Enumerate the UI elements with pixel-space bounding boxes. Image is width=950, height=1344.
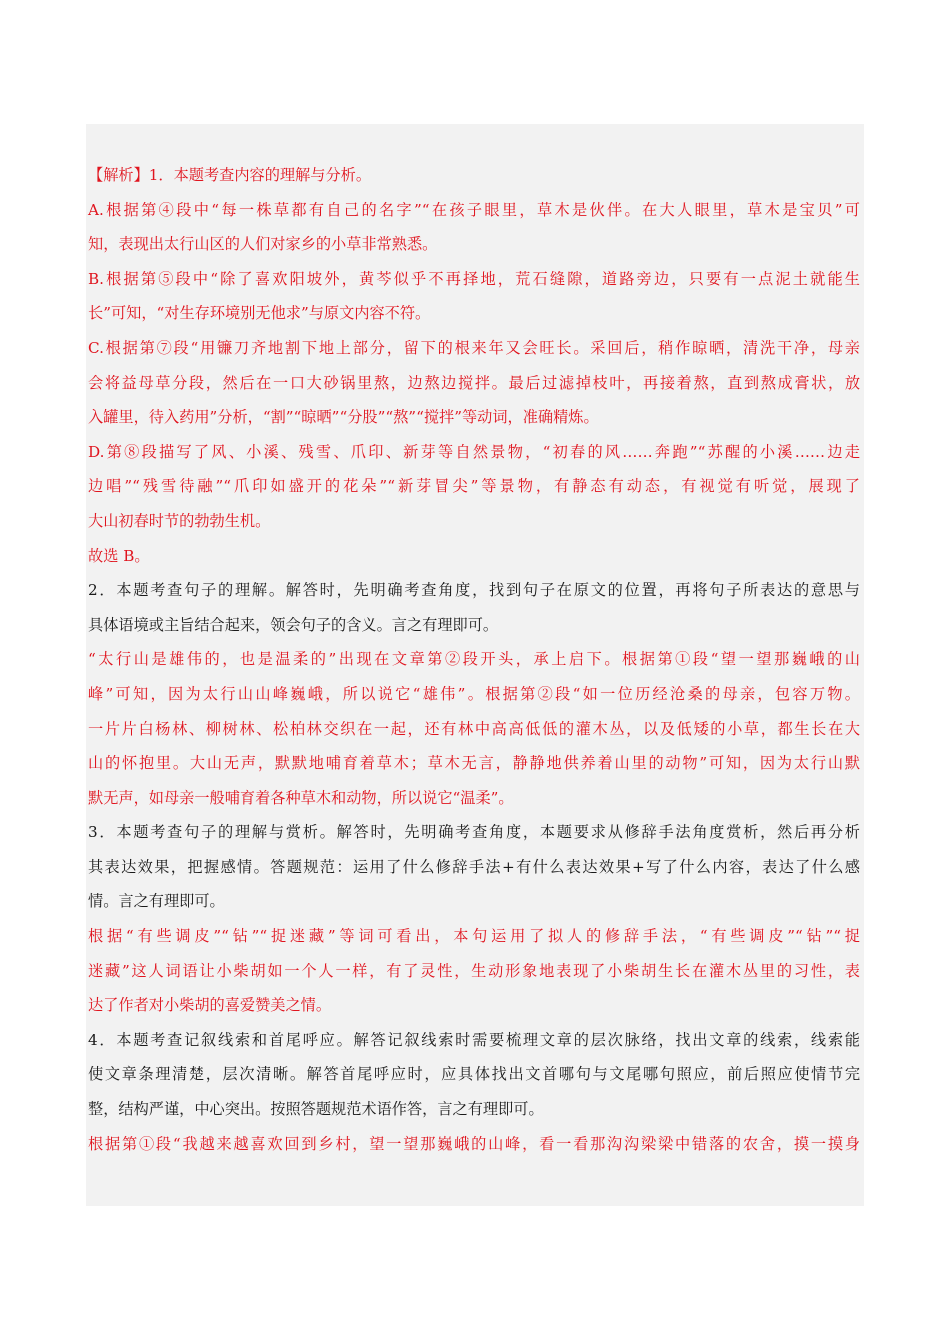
text-line: 峰”可知，因为太行山山峰巍峨，所以说它“雄伟”。根据第②段“如一位历经沧桑的母亲，包容万物。 — [88, 684, 860, 703]
text-line: 根据“有些调皮”“钻”“捉迷藏”等词可看出，本句运用了拟人的修辞手法，“有些调皮”“钻”“捉 — [88, 927, 860, 946]
text-line: 使文章条理清楚，层次清晰。解答首尾呼应时，应具体找出文首哪句与文尾哪句照应，前后照应使情节完 — [88, 1065, 860, 1084]
text-line: 山的怀抱里。大山无声，默默地哺育着草木；草木无言，静静地供养着山里的动物”可知，因为太行山默 — [88, 754, 860, 773]
text-line: 达了作者对小柴胡的喜爱赞美之情。 — [88, 996, 331, 1015]
text-line: 一片片白杨林、柳树林、松柏林交织在一起，还有林中高高低低的灌木丛，以及低矮的小草，都生长在大 — [88, 719, 860, 738]
text-line: 默无声，如母亲一般哺育着各种草木和动物，所以说它“温柔”。 — [88, 788, 514, 807]
text-line: A.根据第④段中“每一株草都有自己的名字”“在孩子眼里，草木是伙伴。在大人眼里，草木是宝贝”可 — [88, 200, 860, 219]
analysis-section — [86, 124, 864, 1206]
text-line: 情。言之有理即可。 — [88, 892, 225, 911]
text-line: 3．本题考查句子的理解与赏析。解答时，先明确考查角度，本题要求从修辞手法角度赏析，然后再分析 — [88, 823, 860, 842]
text-line: 大山初春时节的勃勃生机。 — [88, 511, 271, 530]
text-line: 整，结构严谨，中心突出。按照答题规范术语作答，言之有理即可。 — [88, 1100, 544, 1119]
text-line: 知，表现出太行山区的人们对家乡的小草非常熟悉。 — [88, 235, 438, 254]
text-line: D.第⑧段描写了风、小溪、残雪、爪印、新芽等自然景物，“初春的风……奔跑”“苏醒的小溪……边走 — [88, 442, 860, 461]
text-line: 长”可知，“对生存环境别无他求”与原文内容不符。 — [88, 304, 431, 323]
text-line: 2．本题考查句子的理解。解答时，先明确考查角度，找到句子在原文的位置，再将句子所表达的意思与 — [88, 581, 860, 600]
text-line: 入罐里，待入药用”分析，“割”“晾晒”“分股”“熬”“搅拌”等动词，准确精炼。 — [88, 408, 599, 427]
text-line: 边唱”“残雪待融”“爪印如盛开的花朵”“新芽冒尖”等景物，有静态有动态，有视觉有听觉，展现了 — [88, 477, 860, 496]
text-line: 迷藏”这人词语让小柴胡如一个人一样，有了灵性，生动形象地表现了小柴胡生长在灌木丛里的习性，表 — [88, 961, 860, 980]
text-line: 根据第①段“我越来越喜欢回到乡村，望一望那巍峨的山峰，看一看那沟沟梁梁中错落的农舍，摸一摸身 — [88, 1134, 860, 1153]
text-line: 【解析】1．本题考查内容的理解与分析。 — [88, 166, 372, 184]
text-line: “太行山是雄伟的，也是温柔的”出现在文章第②段开头，承上启下。根据第①段“望一望那巍峨的山 — [88, 650, 860, 669]
text-line: C.根据第⑦段“用镰刀齐地割下地上部分，留下的根来年又会旺长。采回后，稍作晾晒，清洗干净，母亲 — [88, 338, 860, 357]
text-line: 其表达效果，把握感情。答题规范：运用了什么修辞手法+有什么表达效果+写了什么内容，表达了什么感 — [88, 857, 860, 876]
text-line: 具体语境或主旨结合起来，领会句子的含义。言之有理即可。 — [88, 615, 499, 634]
text-line: 4．本题考查记叙线索和首尾呼应。解答记叙线索时需要梳理文章的层次脉络，找出文章的线索，线索能 — [88, 1030, 860, 1049]
text-line: B.根据第⑤段中“除了喜欢阳坡外，黄芩似乎不再择地，荒石缝隙，道路旁边，只要有一点泥土就能生 — [88, 269, 860, 288]
text-line: 会将益母草分段，然后在一口大砂锅里熬，边熬边搅拌。最后过滤掉枝叶，再接着熬，直到熬成膏状，放 — [88, 373, 860, 392]
text-line: 故选 B。 — [88, 546, 150, 565]
analysis-text — [88, 158, 860, 1161]
